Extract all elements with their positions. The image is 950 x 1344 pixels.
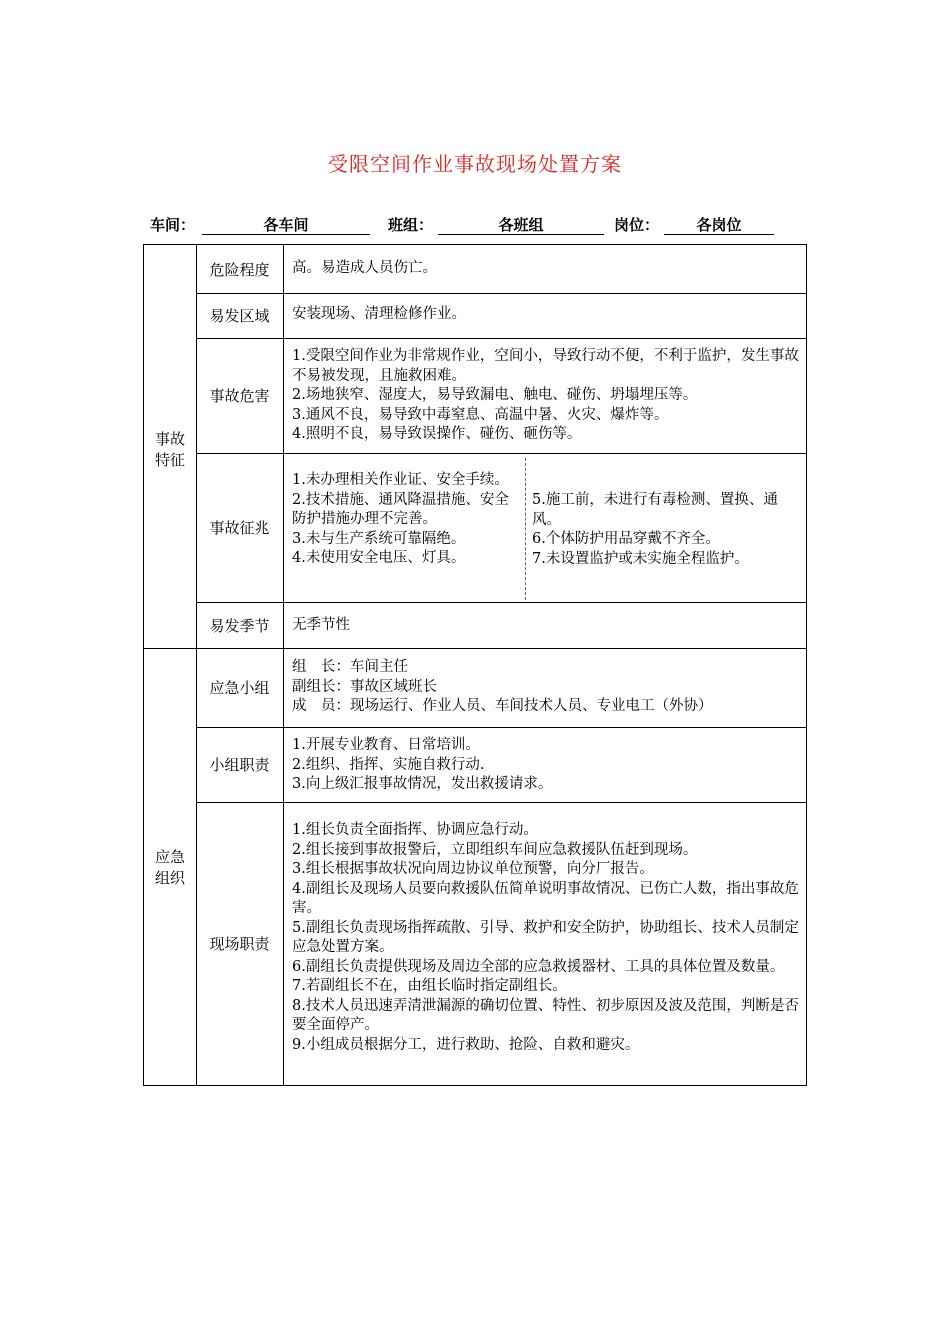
list-signs-left bbox=[292, 471, 518, 569]
section-accident-features-line1: 事故 bbox=[154, 430, 185, 448]
label-hazards: 事故危害 bbox=[209, 387, 270, 405]
list-item: 7.未设置监护或未实施全程监护。 bbox=[532, 550, 749, 567]
list-item: 2.技术措施、通风降温措施、安全防护措施办理不完善。 bbox=[292, 491, 509, 527]
list-hazards bbox=[292, 347, 804, 445]
list-item: 3.向上级汇报事故情况，发出救援请求。 bbox=[292, 776, 553, 792]
list-item: 7.若副组长不在，由组长临时指定副组长。 bbox=[292, 978, 567, 994]
list-item: 5.副组长负责现场指挥疏散、引导、救护和安全防护，协助组长、技术人员制定应急处置方案。 bbox=[292, 919, 799, 955]
list-team bbox=[292, 658, 804, 717]
list-item: 1.开展专业教育、日常培训。 bbox=[292, 737, 480, 753]
list-duties bbox=[292, 736, 804, 795]
text-season: 无季节性 bbox=[292, 617, 350, 633]
list-item: 6.个体防护用品穿戴不齐全。 bbox=[532, 531, 720, 547]
section-emergency-org bbox=[144, 847, 196, 889]
section-accident-features-line2: 特征 bbox=[154, 451, 185, 469]
list-signs-right bbox=[532, 491, 800, 569]
label-team: 应急小组 bbox=[209, 679, 270, 697]
label-onsite: 现场职责 bbox=[209, 935, 270, 953]
label-season: 易发季节 bbox=[209, 616, 270, 635]
section-accident-features bbox=[144, 429, 196, 471]
list-item: 3.通风不良，易导致中毒窒息、高温中暑、火灾、爆炸等。 bbox=[292, 406, 669, 423]
page-title: 受限空间作业事故现场处置方案 bbox=[328, 152, 622, 176]
list-onsite bbox=[292, 821, 804, 1055]
signs-divider bbox=[525, 458, 526, 600]
list-item: 副组长：事故区域班长 bbox=[292, 678, 437, 695]
workshop-value: 各车间 bbox=[202, 214, 370, 235]
disposal-plan-table bbox=[143, 244, 807, 1086]
text-prone-area: 安装现场、清理检修作业。 bbox=[292, 306, 466, 322]
list-item: 成 员：现场运行、作业人员、车间技术人员、专业电工（外协） bbox=[292, 698, 713, 714]
list-item: 1.受限空间作业为非常规作业，空间小，导致行动不便，不利于监护，发生事故不易被发现，且施救困难。 bbox=[292, 348, 799, 384]
list-item: 3.未与生产系统可靠隔绝。 bbox=[292, 530, 466, 547]
list-item: 2.组长接到事故报警后，立即组织车间应急救援队伍赶到现场。 bbox=[292, 841, 698, 858]
header-info bbox=[150, 214, 810, 238]
post-value: 各岗位 bbox=[664, 214, 774, 235]
list-item: 1.未办理相关作业证、安全手续。 bbox=[292, 472, 509, 488]
list-item: 3.组长根据事故状况向周边协议单位预警，向分厂报告。 bbox=[292, 861, 654, 877]
list-item: 9.小组成员根据分工，进行救助、抢险、自救和避灾。 bbox=[292, 1036, 640, 1053]
label-prone-area: 易发区域 bbox=[209, 307, 270, 325]
list-item: 2.场地狭窄、湿度大，易导致漏电、触电、碰伤、坍塌埋压等。 bbox=[292, 387, 698, 403]
list-item: 5.施工前，未进行有毒检测、置换、通风。 bbox=[532, 492, 778, 528]
label-signs: 事故征兆 bbox=[209, 519, 270, 537]
team-value: 各班组 bbox=[438, 214, 604, 235]
post-label: 岗位： bbox=[614, 216, 660, 234]
list-item: 组 长：车间主任 bbox=[292, 659, 408, 675]
text-danger-level: 高。易造成人员伤亡。 bbox=[292, 260, 437, 276]
list-item: 2.组织、指挥、实施自救行动. bbox=[292, 756, 485, 773]
label-duties: 小组职责 bbox=[209, 756, 270, 774]
label-danger-level: 危险程度 bbox=[209, 260, 270, 279]
list-item: 4.未使用安全电压、灯具。 bbox=[292, 550, 466, 566]
list-item: 4.副组长及现场人员要向救援队伍简单说明事故情况、已伤亡人数，指出事故危害。 bbox=[292, 880, 799, 916]
list-item: 4.照明不良，易导致误操作、碰伤、砸伤等。 bbox=[292, 426, 582, 442]
team-label: 班组： bbox=[388, 216, 434, 234]
list-item: 8.技术人员迅速弄清泄漏源的确切位置、特性、初步原因及波及范围，判断是否要全面停产。 bbox=[292, 997, 799, 1033]
workshop-label: 车间： bbox=[150, 216, 196, 234]
list-item: 6.副组长负责提供现场及周边全部的应急救援器材、工具的具体位置及数量。 bbox=[292, 958, 785, 975]
list-item: 1.组长负责全面指挥、协调应急行动。 bbox=[292, 822, 538, 838]
section-emergency-org-line2: 组织 bbox=[154, 869, 185, 887]
section-emergency-org-line1: 应急 bbox=[154, 848, 185, 866]
